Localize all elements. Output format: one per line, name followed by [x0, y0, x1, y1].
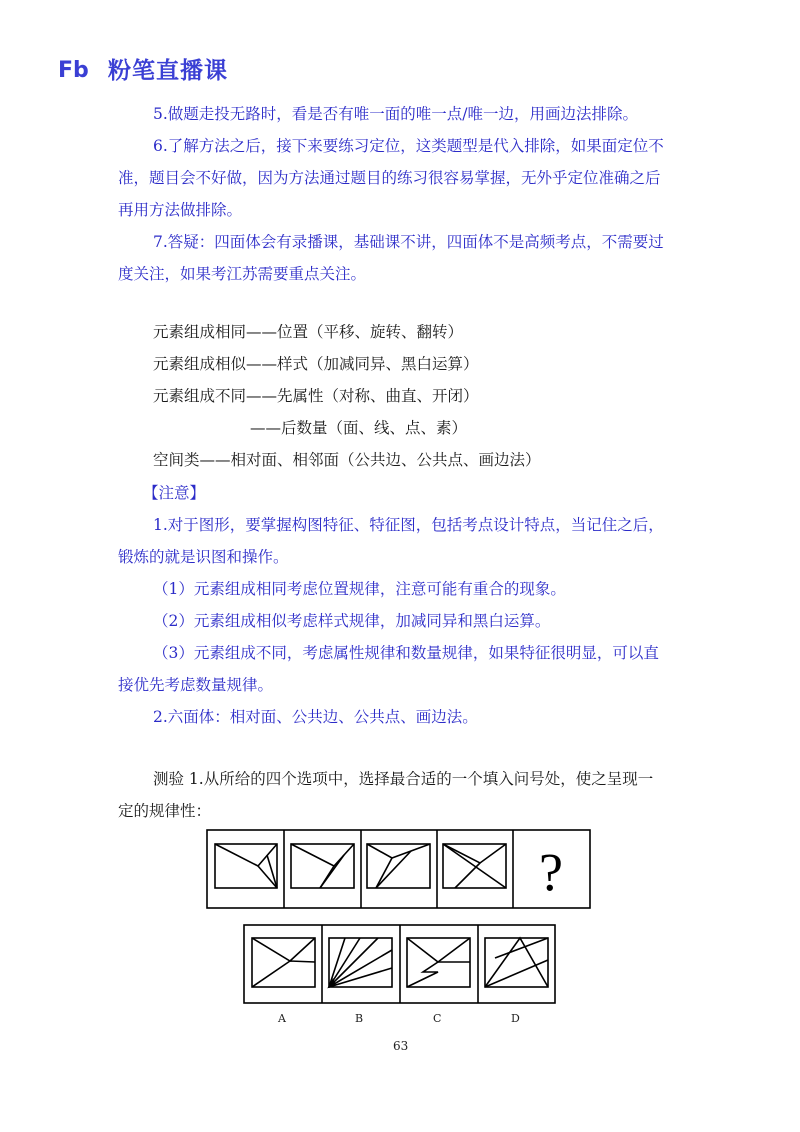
question-panel-4	[443, 844, 506, 888]
note-6-line-3: 再用方法做排除。	[118, 201, 243, 219]
note-7-line-2: 度关注，如果考江苏需要重点关注。	[118, 265, 367, 283]
attention-1-line-1: 1.对于图形，要掌握构图特征、特征图，包括考点设计特点，当记住之后，	[153, 516, 664, 534]
attention-rule-3-line-2: 接优先考虑数量规律。	[118, 676, 274, 694]
note-5: 5.做题走投无路时，看是否有唯一面的唯一点/唯一边，用画边法排除。	[153, 105, 639, 123]
attention-rule-3-line-1: （3）元素组成不同，考虑属性规律和数量规律，如果特征很明显，可以直	[153, 644, 659, 662]
attention-title: 【注意】	[143, 484, 206, 502]
note-7-line-1: 7.答疑：四面体会有录播课，基础课不讲，四面体不是高频考点，不需要过	[153, 233, 664, 251]
brand-name: 粉笔直播课	[108, 58, 228, 84]
summary-similar: 元素组成相似——样式（加减同异、黑白运算）	[153, 355, 479, 373]
question-panel-2	[291, 844, 354, 888]
attention-1-line-2: 锻炼的就是识图和操作。	[118, 548, 289, 566]
summary-same: 元素组成相同——位置（平移、旋转、翻转）	[153, 323, 464, 341]
logo-mark-text: Fb	[58, 57, 89, 82]
attention-rule-2: （2）元素组成相似考虑样式规律，加减同异和黑白运算。	[153, 612, 551, 630]
question-panel-1	[215, 844, 277, 888]
summary-different: 元素组成不同——先属性（对称、曲直、开闭）	[153, 387, 479, 405]
quiz-question-line-1: 测验 1.从所给的四个选项中，选择最合适的一个填入问号处，使之呈现一	[153, 770, 654, 788]
question-panel-3	[367, 844, 430, 888]
option-a-label: A	[278, 1012, 286, 1025]
summary-spatial: 空间类——相对面、相邻面（公共边、公共点、画边法）	[153, 451, 541, 469]
summary-quantity: ——后数量（面、线、点、素）	[250, 419, 468, 437]
attention-2: 2.六面体：相对面、公共边、公共点、画边法。	[153, 708, 478, 726]
option-d-label: D	[511, 1012, 520, 1025]
option-b-label: B	[355, 1012, 364, 1025]
question-row-frame	[207, 830, 590, 908]
quiz-question-line-2: 定的规律性：	[118, 802, 212, 820]
option-c-label: C	[433, 1012, 442, 1025]
attention-rule-1: （1）元素组成相同考虑位置规律，注意可能有重合的现象。	[153, 580, 566, 598]
option-a-figure	[252, 938, 315, 987]
page-number: 63	[393, 1039, 409, 1053]
option-d-figure	[485, 938, 548, 987]
option-b-figure	[329, 938, 392, 987]
note-6-line-1: 6.了解方法之后，接下来要练习定位，这类题型是代入排除，如果面定位不	[153, 137, 664, 155]
note-6-line-2: 准，题目会不好做，因为方法通过题目的练习很容易掌握，无外乎定位准确之后	[118, 169, 661, 187]
question-mark: ?	[539, 842, 563, 902]
option-c-figure	[407, 938, 470, 987]
